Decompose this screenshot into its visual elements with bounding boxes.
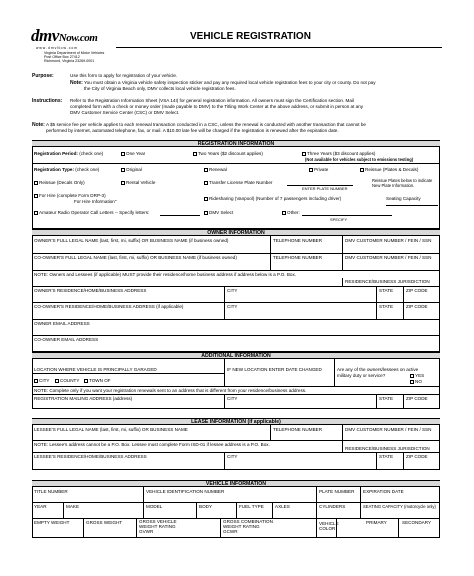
- military-no[interactable]: [410, 379, 422, 384]
- divider: [32, 302, 440, 303]
- checkbox[interactable]: [282, 211, 286, 215]
- type-original-label: Original: [126, 167, 142, 172]
- registration-type-label: Registration Type:: [34, 167, 74, 172]
- divider: [342, 278, 343, 286]
- type-amateur-radio-label: Amateur Radio Operator Call Letters -- Specify letters:: [39, 210, 150, 215]
- note-label: Note:: [32, 122, 45, 128]
- type-private[interactable]: [309, 167, 328, 172]
- registration-type-row: [34, 167, 99, 172]
- checkbox[interactable]: [55, 379, 59, 383]
- lessee-jurisdiction-label: RESIDENCE/BUSINESS JURISDICTION: [345, 446, 430, 451]
- page-title: VEHICLE REGISTRATION: [190, 31, 311, 42]
- agency-line: Post Office Box 27412: [44, 55, 80, 59]
- dmv-logo-mark: [31, 27, 97, 47]
- lessee-state-label: STATE: [379, 454, 394, 459]
- type-reissue-decals[interactable]: [34, 180, 85, 185]
- type-other-label: Other:: [287, 210, 300, 215]
- divider: [376, 394, 377, 409]
- purpose-text: Use this form to apply for registration of your vehicle.: [70, 73, 178, 78]
- owner-name-label: OWNER'S FULL LEGAL NAME (last, first, mi, suffix) OR BUSINESS NAME (if business owned): [34, 238, 229, 243]
- period-two-years[interactable]: [193, 151, 263, 156]
- seating-capacity-label: Seating Capacity: [386, 196, 421, 201]
- co-owner-zip-label: ZIP CODE: [406, 304, 428, 309]
- period-one-year[interactable]: [121, 151, 145, 156]
- checkbox[interactable]: [34, 379, 38, 383]
- logo-brand: dmv: [31, 26, 59, 45]
- divider: [224, 452, 225, 470]
- agency-line: Richmond, Virginia 23269-0001: [44, 59, 95, 63]
- type-reissue-plates-label: Reissue (Plates & Decals): [365, 167, 419, 172]
- gcwr-line: WEIGHT RATING: [223, 523, 260, 529]
- divider: [398, 518, 399, 538]
- lessee-name-label: LESSEE'S FULL LEGAL NAME (last, first, mi, suffix) OR BUSINESS NAME: [34, 427, 188, 432]
- lease-info-header: LEASE INFORMATION (if applicable): [32, 418, 440, 425]
- lessee-city-label: CITY: [227, 454, 238, 459]
- agency-address: [44, 51, 104, 63]
- empty-weight-label: EMPTY WEIGHT: [34, 520, 70, 525]
- type-renewal-label: Renewal: [209, 167, 227, 172]
- registration-period-row: [34, 151, 103, 156]
- co-owner-address-label: CO-OWNER'S RESIDENCE/HOME/BUSINESS ADDRESS (if applicable): [34, 304, 184, 309]
- vehicle-info-header: VEHICLE INFORMATION: [32, 480, 440, 487]
- model-label: MODEL: [146, 504, 163, 509]
- divider: [32, 270, 440, 271]
- residence-jurisdiction-label: RESIDENCE/BUSINESS JURISDICTION: [345, 279, 430, 284]
- divider: [336, 518, 337, 538]
- primary-color-label: PRIMARY: [366, 520, 387, 525]
- checkbox[interactable]: [34, 181, 38, 185]
- plate-number-label: PLATE NUMBER: [319, 489, 355, 494]
- divider: [32, 253, 440, 254]
- type-amateur-radio[interactable]: [34, 210, 149, 215]
- vehicle-color-line: COLOR: [319, 525, 336, 531]
- lessee-telephone-label: TELEPHONE NUMBER: [273, 427, 323, 432]
- type-for-hire-label: For Hire (complete Form DRP-3): [39, 193, 106, 198]
- owner-city-label: CITY: [227, 288, 238, 293]
- gcwr-label: [223, 520, 273, 534]
- type-dmv-select[interactable]: [204, 210, 233, 215]
- divider: [224, 394, 225, 409]
- checkbox[interactable]: [309, 168, 313, 172]
- type-rental-label: Rental Vehicle: [126, 180, 156, 185]
- make-label: MAKE: [66, 504, 80, 509]
- three-years-note: (Not available for vehicles subject to emissions testing): [305, 157, 414, 162]
- instructions-label: Instructions:: [32, 98, 63, 104]
- vin-label: VEHICLE IDENTIFICATION NUMBER: [146, 489, 225, 494]
- period-two-years-label: Two Years ($2 discount applies): [198, 151, 263, 156]
- garaged-town[interactable]: [84, 378, 111, 383]
- cylinders-label: CYLINDERS: [319, 504, 346, 509]
- mailing-city-label: CITY: [227, 396, 238, 401]
- divider: [403, 452, 404, 470]
- checkbox[interactable]: [360, 168, 364, 172]
- type-transfer[interactable]: [204, 180, 272, 185]
- checkbox[interactable]: [204, 168, 208, 172]
- note-line: performed by internet, automated telephone, fax, or mail. A $10.00 late fee will be charged if the registration is renewed after the expiration date.: [46, 128, 339, 133]
- military-no-label: NO: [415, 379, 422, 384]
- title-number-label: TITLE NUMBER: [34, 489, 68, 494]
- checkbox[interactable]: [204, 211, 208, 215]
- divider: [403, 394, 404, 409]
- divider: [342, 440, 343, 452]
- additional-info-header: ADDITIONAL INFORMATION: [32, 352, 440, 359]
- gvwr-line: GVWR: [139, 528, 154, 534]
- dmv-logo: [31, 27, 111, 47]
- gvwr-label: [139, 520, 177, 534]
- checkbox[interactable]: [204, 181, 208, 185]
- lessee-po-box-note: NOTE: Lessee's address cannot be a P.O. Box. Lessee must complete Form ISD-01 if lessee address is a P.O. Box.: [34, 442, 270, 447]
- owner-zip-label: ZIP CODE: [406, 288, 428, 293]
- owner-dmv-customer-label: DMV CUSTOMER NUMBER / FEIN / SSN: [345, 238, 432, 243]
- gcwr-line: GROSS COMBINATION: [223, 519, 273, 524]
- divider: [32, 286, 440, 287]
- type-reissue-decals-label: Reissue (Decals Only): [39, 180, 85, 185]
- seating-capacity-line: [386, 205, 438, 206]
- divider: [376, 452, 377, 470]
- divider: [334, 359, 335, 386]
- secondary-color-label: SECONDARY: [402, 520, 432, 525]
- divider: [316, 502, 317, 518]
- gcwr-line: GCWR: [223, 528, 238, 534]
- owner-state-label: STATE: [379, 288, 394, 293]
- type-other[interactable]: [282, 210, 300, 215]
- type-ridesharing[interactable]: [204, 196, 341, 201]
- divider: [63, 502, 64, 518]
- other-specify-line: [302, 215, 392, 216]
- registration-period-hint: (check one): [79, 151, 104, 156]
- garaged-county[interactable]: [55, 378, 79, 383]
- reissue-indicate: Reissue Plates below to indicate: [372, 178, 433, 183]
- purpose-note-line: the City of Virginia Beach only, DMV collects local vehicle registration fees.: [84, 86, 236, 91]
- checkbox[interactable]: [121, 168, 125, 172]
- divider: [143, 502, 144, 518]
- checkbox[interactable]: [193, 152, 197, 156]
- call-letters-line: [160, 215, 200, 216]
- military-yes-label: YES: [415, 373, 425, 378]
- logo-website: w w w . d m v N o w . c o m: [36, 46, 78, 50]
- seating-capacity-row: [363, 504, 436, 509]
- vehicle-color-line: VEHICLE: [319, 521, 339, 526]
- garaged-city-label: CITY: [39, 378, 50, 383]
- divider: [196, 502, 197, 518]
- co-owner-email-label: CO-OWNER EMAIL ADDRESS: [34, 337, 99, 342]
- checkbox[interactable]: [84, 379, 88, 383]
- owners-po-box-note: NOTE: Owners and Lessees (if applicable) MUST provide their residence/home business address if address below is a P.O. Box.: [34, 272, 297, 277]
- expiration-date-label: EXPIRATION DATE: [363, 489, 404, 494]
- divider: [272, 502, 273, 518]
- agency-line: Virginia Department of Motor Vehicles: [44, 51, 105, 55]
- gross-weight-label: GROSS WEIGHT: [86, 520, 123, 525]
- military-yes[interactable]: [410, 373, 424, 378]
- divider: [32, 386, 440, 387]
- checkbox[interactable]: [121, 181, 125, 185]
- co-owner-telephone-label: TELEPHONE NUMBER: [273, 255, 323, 260]
- new-location-label: IF NEW LOCATION ENTER DATE CHANGED: [227, 367, 322, 372]
- divider: [32, 440, 440, 441]
- co-owner-city-label: CITY: [227, 304, 238, 309]
- mailing-address-label-text: REGISTRATION MAILING ADDRESS: [34, 396, 112, 401]
- lessee-dmv-customer-label: DMV CUSTOMER NUMBER / FEIN / SSN: [345, 427, 432, 432]
- instructions-line: completed form with a check or money order (made payable to DMV) to the Titling Work Center at the above address, or submit in person at any: [70, 104, 364, 109]
- specify-label: SPECIFY: [330, 217, 348, 222]
- type-ridesharing-label: Ridesharing (Vanpool) (Number of 7 passengers including driver): [209, 196, 342, 201]
- checkbox[interactable]: [204, 197, 208, 201]
- divider: [32, 335, 440, 336]
- type-for-hire[interactable]: [34, 193, 106, 198]
- divider: [136, 518, 137, 538]
- mailing-zip-label: ZIP CODE: [406, 396, 428, 401]
- checkbox[interactable]: [410, 380, 414, 384]
- divider: [143, 487, 144, 502]
- co-owner-name-label: CO-OWNER'S FULL LEGAL NAME (last, first, mi, suffix) OR BUSINESS NAME (if business owned): [34, 255, 237, 260]
- logo-brand-suffix: Now.com: [58, 32, 98, 44]
- gvwr-line: WEIGHT RATING: [139, 523, 176, 529]
- mailing-state-label: STATE: [379, 396, 394, 401]
- type-transfer-label: Transfer License Plate Number: [209, 180, 273, 185]
- vehicle-seating-label: SEATING CAPACITY: [363, 504, 403, 509]
- purpose-label: Purpose:: [32, 73, 54, 79]
- gvwr-line: GROSS VEHICLE: [139, 519, 177, 524]
- purpose-note-label: Note:: [70, 80, 83, 86]
- checkbox[interactable]: [121, 152, 125, 156]
- military-question: Are any of the owners/lessees on active: [337, 367, 419, 372]
- instructions-line: DMV Customer Service Center (CSC) or DMV Select.: [70, 110, 180, 115]
- mailing-address-hint: (address): [112, 396, 133, 401]
- owner-email-label: OWNER EMAIL ADDRESS: [34, 321, 90, 326]
- checkbox[interactable]: [302, 152, 306, 156]
- garaged-county-label: COUNTY: [60, 378, 80, 383]
- divider: [32, 452, 440, 453]
- title-rule: [116, 47, 442, 48]
- garaged-town-label: TOWN OF: [89, 378, 111, 383]
- divider: [316, 518, 317, 538]
- registration-info-header: REGISTRATION INFORMATION: [32, 140, 440, 147]
- mailing-address-label: [34, 396, 132, 401]
- divider: [342, 425, 343, 440]
- checkbox[interactable]: [34, 211, 38, 215]
- divider: [32, 394, 440, 395]
- type-rental[interactable]: [121, 180, 155, 185]
- body-label: BODY: [199, 504, 213, 509]
- co-owner-dmv-customer-label: DMV CUSTOMER NUMBER / FEIN / SSN: [345, 255, 432, 260]
- divider: [360, 502, 361, 518]
- note-line: A $5 service fee per vehicle applies to each renewal transaction conducted in a CSC, unless the renewal is conducted with another transaction that cannot be: [46, 122, 366, 127]
- new-plate-info: New Plate Information.: [372, 183, 415, 188]
- lessee-address-label: LESSEE'S RESIDENCE/HOME/BUSINESS ADDRESS: [34, 454, 147, 459]
- divider: [220, 518, 221, 538]
- divider: [32, 163, 440, 164]
- divider: [32, 373, 224, 374]
- type-original[interactable]: [121, 167, 142, 172]
- plate-number-label: ENTER PLATE NUMBER: [302, 186, 348, 191]
- checkbox[interactable]: [34, 194, 38, 198]
- divider: [32, 319, 440, 320]
- mailing-address-note: NOTE: Complete only if you want your registration renewals sent to an address that is different from your residence/business address.: [34, 388, 307, 393]
- divider: [236, 502, 237, 518]
- instructions-line: Refer to the Registration Information Sheet (VSA 14I) for general registration information. All owners must sign the Certification section. Mail: [70, 98, 354, 103]
- axles-label: AXLES: [275, 504, 290, 509]
- owner-info-header: OWNER INFORMATION: [32, 229, 440, 236]
- owner-address-label: OWNER'S RESIDENCE/HOME/BUSINESS ADDRESS: [34, 288, 147, 293]
- divider: [224, 359, 225, 386]
- type-private-label: Private: [314, 167, 329, 172]
- type-renewal[interactable]: [204, 167, 227, 172]
- military-question-2: military duty or service?: [337, 373, 386, 378]
- garaged-city[interactable]: [34, 378, 49, 383]
- co-owner-state-label: STATE: [379, 304, 394, 309]
- vehicle-seating-hint: (motorcycle only): [403, 504, 436, 509]
- divider: [360, 487, 361, 502]
- type-reissue-plates[interactable]: [360, 167, 418, 172]
- period-three-years[interactable]: [302, 151, 375, 156]
- divider: [83, 518, 84, 538]
- registration-period-label: Registration Period:: [34, 151, 78, 156]
- period-one-year-label: One Year: [126, 151, 146, 156]
- divider: [316, 487, 317, 502]
- fuel-type-label: FUEL TYPE: [239, 504, 264, 509]
- purpose-note-line: You must obtain a Virginia vehicle safety inspection sticker and pay any required local vehicle registration fees to your city or county. Do not pay: [84, 80, 376, 85]
- period-three-years-label: Three Years ($3 discount applies): [307, 151, 376, 156]
- year-label: YEAR: [34, 504, 47, 509]
- location-garaged-label: LOCATION WHERE VEHICLE IS PRINCIPALLY GARAGED: [34, 367, 157, 372]
- type-dmv-select-label: DMV Select: [209, 210, 234, 215]
- for-hire-docs: For Hire Information": [74, 199, 117, 204]
- owner-telephone-label: TELEPHONE NUMBER: [273, 238, 323, 243]
- divider: [270, 425, 271, 440]
- checkbox[interactable]: [410, 374, 414, 378]
- registration-type-hint: (check one): [75, 167, 100, 172]
- lessee-zip-label: ZIP CODE: [406, 454, 428, 459]
